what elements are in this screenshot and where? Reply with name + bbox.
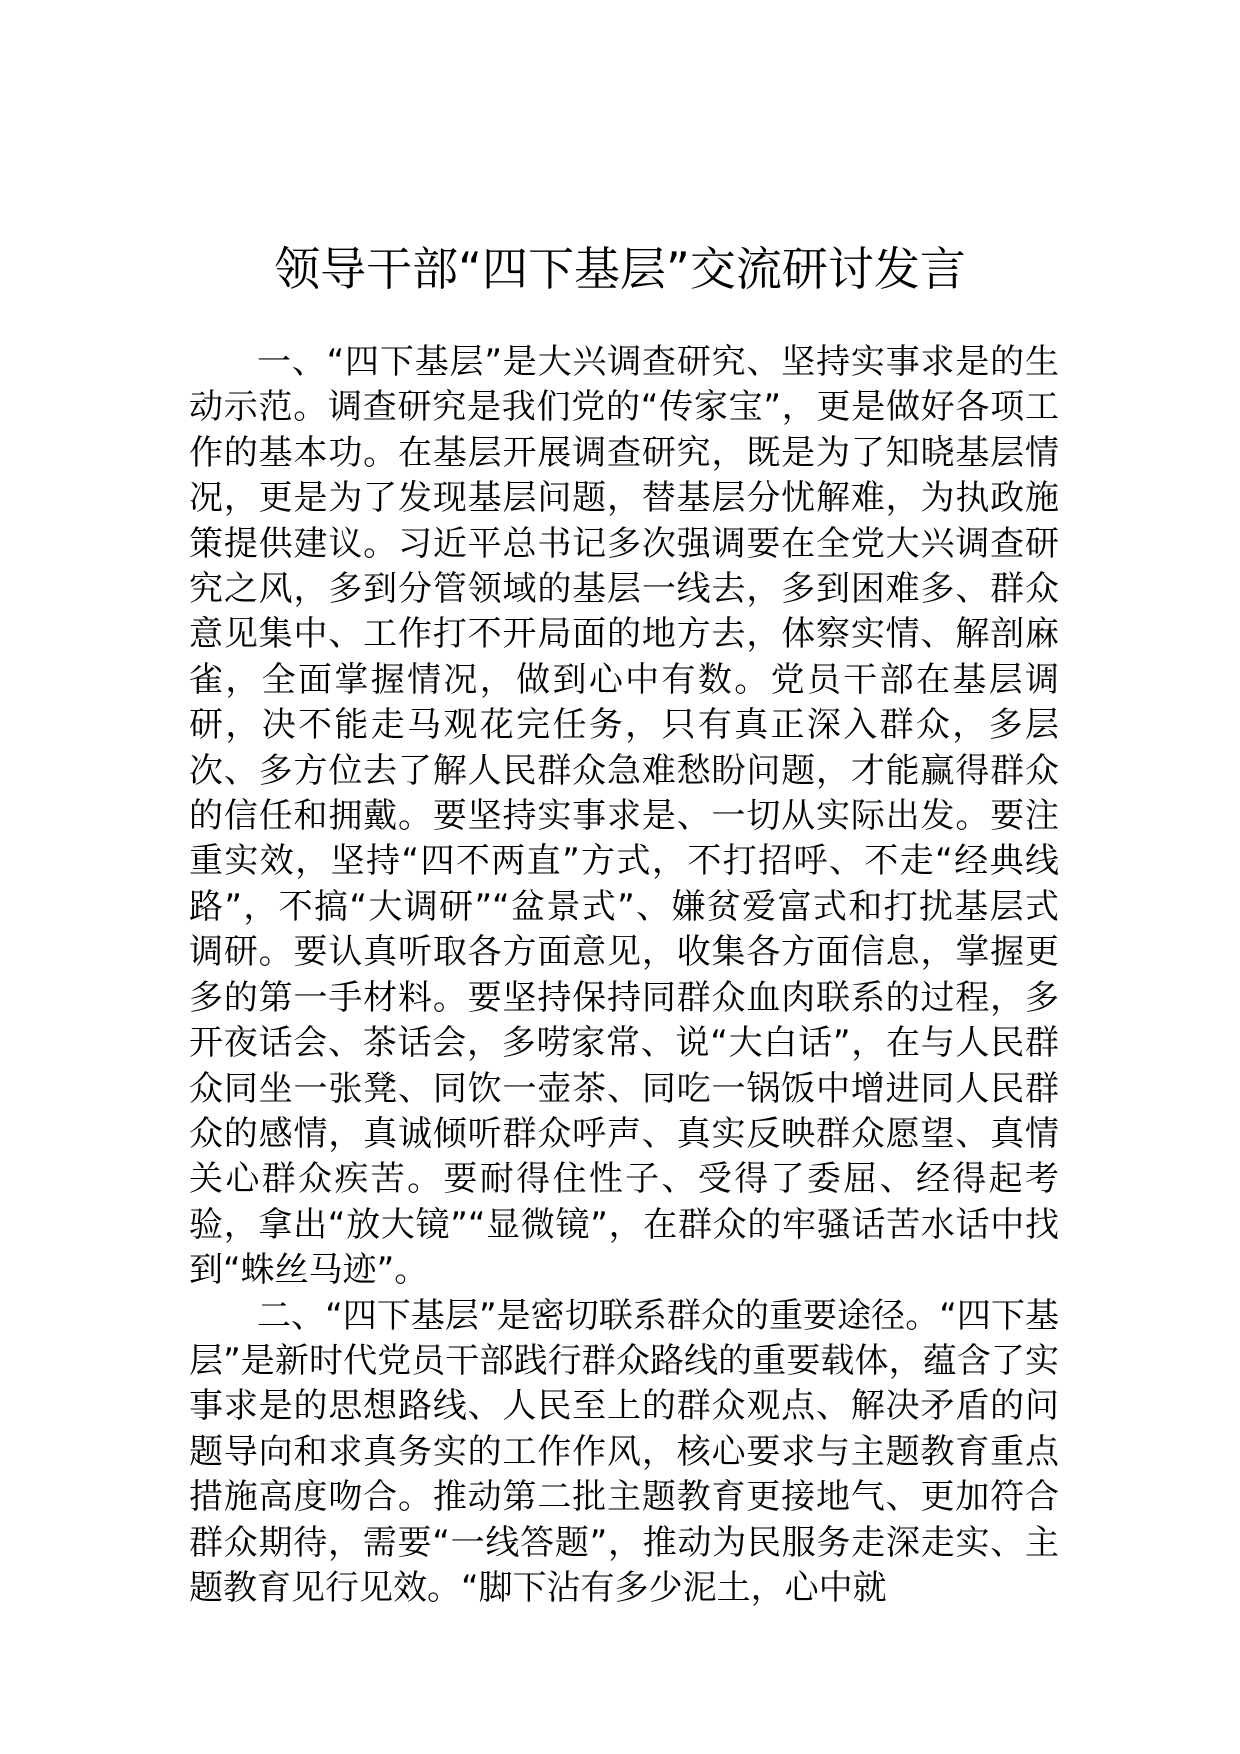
paragraph-2: 二、“四下基层”是密切联系群众的重要途径。“四下基层”是新时代党员干部践行群众路线的重要载体，蕴含了实事求是的思想路线、人民至上的群众观点、解决矛盾的问题导向和求真务实的工作作风，核心要求与主题教育重点措施高度吻合。推动第二批主题教育更接地气、更加符合群众期待，需要“一线答题”，推动为民服务走深走实、主题教育见行见效。“脚下沾有多少泥土，心中就 [189, 1295, 1059, 1608]
document-body [189, 340, 1059, 1611]
document-title: 领导干部“四下基层”交流研讨发言 [274, 241, 966, 296]
paragraph-1: 一、“四下基层”是大兴调查研究、坚持实事求是的生动示范。调查研究是我们党的“传家宝”，更是做好各项工作的基本功。在基层开展调查研究，既是为了知晓基层情况，更是为了发现基层问题，替基层分忧解难，为执政施策提供建议。习近平总书记多次强调要在全党大兴调查研究之风，多到分管领域的基层一线去，多到困难多、群众意见集中、工作打不开局面的地方去，体察实情、解剖麻雀，全面掌握情况，做到心中有数。党员干部在基层调研，决不能走马观花完任务，只有真正深入群众，多层次、多方位去了解人民群众急难愁盼问题，才能赢得群众的信任和拥戴。要坚持实事求是、一切从实际出发。要注重实效，坚持“四不两直”方式，不打招呼、不走“经典线路”，不搞“大调研”“盆景式”、嫌贫爱富式和打扰基层式调研。要认真听取各方面意见，收集各方面信息，掌握更多的第一手材料。要坚持保持同群众血肉联系的过程，多开夜话会、茶话会，多唠家常、说“大白话”，在与人民群众同坐一张凳、同饮一壶茶、同吃一锅饭中增进同人民群众的感情，真诚倾听群众呼声、真实反映群众愿望、真情关心群众疾苦。要耐得住性子、受得了委屈、经得起考验，拿出“放大镜”“显微镜”，在群众的牢骚话苦水话中找到“蛛丝马迹”。 [189, 342, 1059, 1291]
